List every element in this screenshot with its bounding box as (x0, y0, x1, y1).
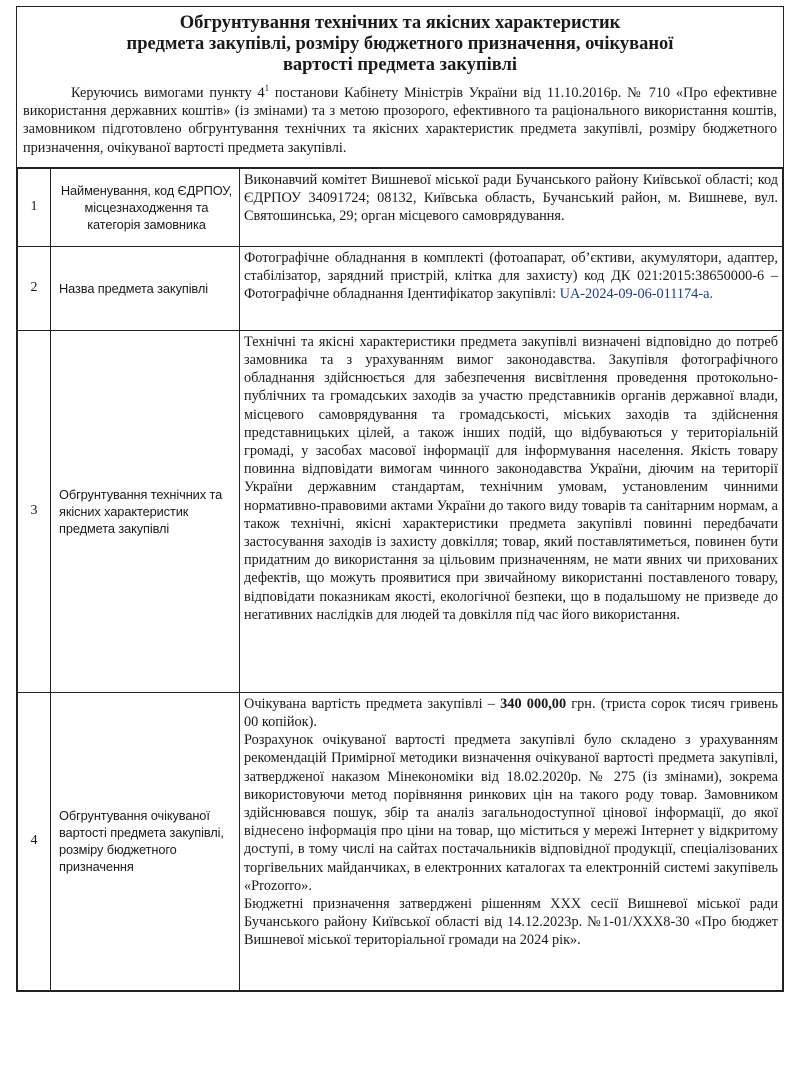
row-number: 2 (18, 246, 51, 330)
row-content (240, 246, 783, 330)
expected-price-words: грн. (триста сорок тисяч гривень 00 копійок). (244, 695, 778, 731)
technical-justification: Технічні та якісні характеристики предмета закупівлі визначені відповідно до потреб замовника та з урахуванням вимог законодавства. Закупівля фотографічного обладнання здійснюється для забезпечення висвітлення проведення протокольно-публічних та громадських заходів за участю представників органів державної влади, місцевого самоврядування та громадськості, міських заходів та здійснення представницьких цілей, а також інших подій, що відбуваються у територіальній громаді, у засобах масової інформації для інформування населення. Якість товару повинна відповідати вимогам чинного законодавства України, діючим на території України державним стандартам, технічним умовам, установленим чинними нормативно-правовими актами України до такого виду товарів та санітарним нормам, а також технічні, якісні характеристики предмета закупівлі повинні передбачати застосування заходів із захисту довкілля; товар, який поставлятиметься, повинен бути придатним до використання за цільовим призначенням, не мати явних чи прихованих дефектів, що можуть проявитися при звичайному використанні поставленого товару, відповідати показникам якості, екологічної безпеки, що в подальшому не призведе до негативних наслідків для людей та довкілля під час його використання. (244, 333, 778, 623)
row-content (240, 692, 783, 990)
document-page (16, 6, 784, 992)
procurement-name (244, 249, 778, 304)
row-content (240, 330, 783, 692)
row-label: Обгрунтування технічних та якісних характеристик предмета закупівлі (51, 330, 240, 692)
price-calculation: Розрахунок очікуваної вартості предмета закупівлі було складено з урахуванням рекомендацій Примірної методики визначення очікуваної вартості предмета закупівлі, затвердженої наказом Мінекономіки від 18.02.2020р. № 275 (із змінами), зокрема використовуючи метод порівняння ринкових цін на такого роду товар. Замовником здійснювався пошук, збір та аналіз загальнодоступної цінової інформації, до якої віднесено інформація про ціни на товар, що міститься у мережі Інтернет у відкритому доступі, в тому числі на сайтах постачальників відповідної продукції, спеціалізованих торгівельних майданчиках, в електронних каталогах та електронній системі закупівель «Prozorro». (244, 732, 778, 894)
expected-price-amount: 340 000,00 (500, 695, 567, 712)
intro-paragraph (23, 84, 777, 157)
row-label: Назва предмета закупівлі (51, 246, 240, 330)
budget-approval: Бюджетні призначення затверджені рішенням XXX сесії Вишневої міської ради Бучанського району Київської області від 14.12.2023р. №1-01/XXX8-30 «Про бюджет Вишневої міської територіальної громади на 2024 рік». (244, 896, 778, 949)
procurement-name-text: Фотографічне обладнання в комплекті (фотоапарат, об’єктиви, акумулятори, адаптер, стабілізатор, зарядний пристрій, клітка для захисту) код ДК 021:2015:38650000-6 – Фотографічне обладнання Ідентифікатор закупівлі: (244, 249, 778, 303)
table-row (18, 168, 783, 246)
table-row (18, 246, 783, 330)
document-title (23, 13, 777, 76)
row-label: Найменування, код ЄДРПОУ, місцезнаходження та категорія замовника (51, 168, 240, 246)
intro-text-rest: постанови Кабінету Міністрів України від 11.10.2016р. № 710 «Про ефективне використання державних коштів» (із змінами) та з метою прозорого, ефективного та раціонального використання коштів, замовником підготовлено обгрунтування технічних та якісних характеристик предмета закупівлі, розміру бюджетного призначення, очікуваної вартості предмета закупівлі. (23, 85, 777, 156)
table-row (18, 692, 783, 990)
expected-price (244, 695, 778, 731)
row-number: 4 (18, 692, 51, 990)
title-line-1: Обгрунтування технічних та якісних характеристик (179, 13, 621, 33)
intro-text-start: Керуючись вимогами пункту 4 (71, 85, 265, 101)
expected-price-text: Очікувана вартість предмета закупівлі – (244, 695, 501, 712)
row-label: Обгрунтування очікуваної вартості предмета закупівлі, розміру бюджетного призначення (51, 692, 240, 990)
intro-superscript: 1 (264, 83, 270, 94)
table-row (18, 330, 783, 692)
row-content (240, 168, 783, 246)
document-header (17, 7, 783, 168)
row-number: 3 (18, 330, 51, 692)
customer-info: Виконавчий комітет Вишневої міської ради Бучанського району Київської області; код ЄДРПОУ 34091724; 08132, Київська область, Бучанський район, м. Вишневе, вул. Святошинська, 29; орган місцевого самоврядування. (244, 171, 778, 225)
title-line-2: предмета закупівлі, розміру бюджетного призначення, очікуваної (126, 34, 674, 54)
title-line-3: вартості предмета закупівлі (282, 55, 518, 75)
document-frame (16, 6, 784, 992)
justification-table (17, 168, 783, 991)
row-number: 1 (18, 168, 51, 246)
procurement-identifier: UA-2024-09-06-011174-a. (559, 286, 714, 303)
